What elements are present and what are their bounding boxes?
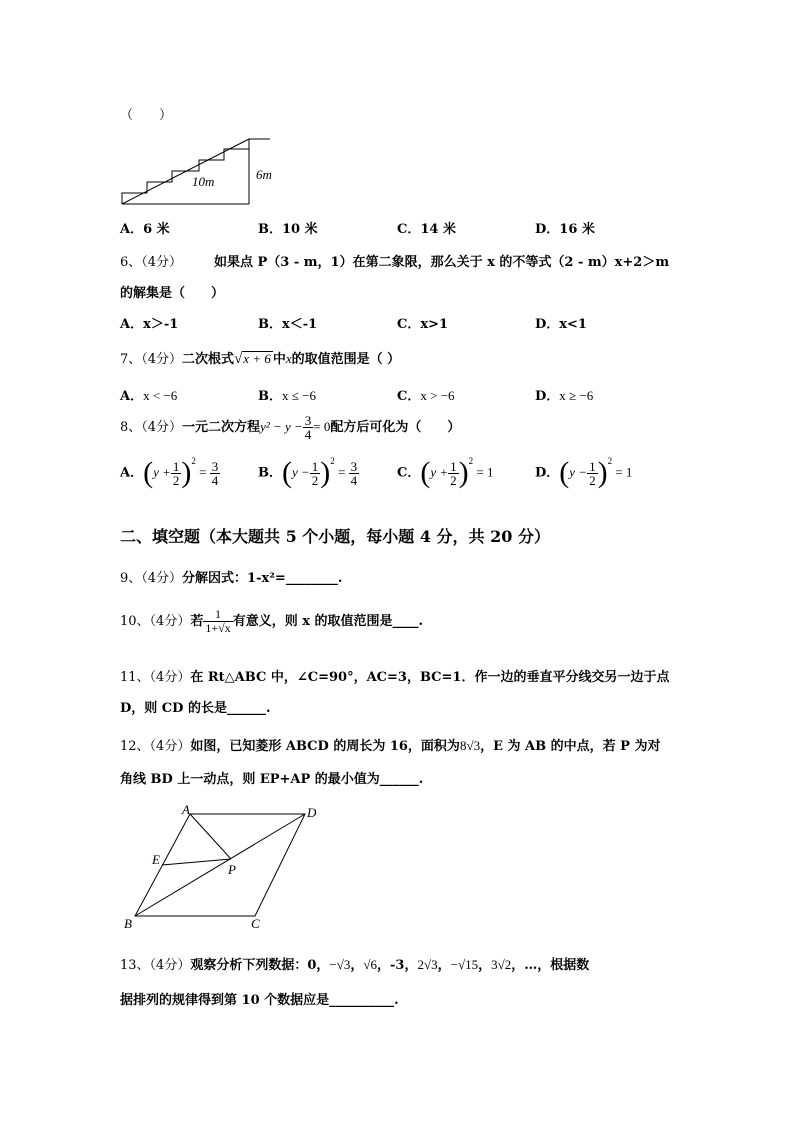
q13-seq-item: 2√3 (417, 957, 438, 972)
q7-option-b[interactable]: B．x ≤ −6 (258, 388, 316, 404)
label-b: B (124, 916, 132, 931)
label-e: E (152, 852, 160, 867)
q6-option-c[interactable]: C．x>1 (397, 317, 449, 332)
staircase-hypotenuse (122, 139, 249, 204)
q12-area: 8√3 (459, 738, 481, 753)
q7-prefix: 7、（4分） (120, 352, 183, 367)
q5-option-a[interactable]: A．6 米 (120, 222, 170, 237)
q6-option-a[interactable]: A．x＞-1 (120, 317, 179, 332)
q8-option-d[interactable]: D．(y − $\frac{1}{2}$ )$^2$ = 1 (535, 456, 633, 489)
q5-answer-paren: （ ） (120, 108, 173, 123)
q8-option-a[interactable]: A．(y + $\frac{1}{2}$ )$^2$ = $\frac{3}{4}$ (120, 456, 219, 489)
label-d: D (307, 805, 317, 820)
q13-seq-item: √6 (363, 957, 377, 972)
q7-option-d[interactable]: D．x ≥ −6 (535, 388, 594, 404)
q9-prefix: 9、（4分） (120, 571, 183, 586)
q12-prefix: 12、（4分） (120, 739, 191, 754)
q8-line (120, 414, 460, 441)
segment-ap (190, 814, 231, 859)
label-c: C (251, 916, 260, 931)
q8-option-b[interactable]: B．(y − $\frac{1}{2}$ )$^2$ = $\frac{3}{4}$ (258, 456, 358, 489)
q7-radicand: x + 6 (243, 351, 271, 366)
q9-line (120, 567, 342, 586)
staircase-height-label: 6m (256, 167, 272, 182)
q7-option-a[interactable]: A．x < −6 (120, 388, 178, 404)
q6-line2: 的解集是（ ） (120, 286, 225, 301)
q5-option-d[interactable]: D．16 米 (535, 222, 595, 237)
q7-var: x (285, 351, 292, 366)
q8-eq-right: = 0 (313, 419, 331, 434)
q10-fraction: $\frac{1}{1+√x}$ (205, 607, 231, 635)
q7-line: 7、（4分）二次根式√x + 6 中x的取值范围是（ ） (120, 351, 401, 367)
q12-line1: 12、（4分）如图，已知菱形 ABCD 的周长为 16，面积为8√3，E 为 AB 的中点，若 P 为对 (120, 738, 661, 754)
q13-seq-item: −√3 (329, 957, 351, 972)
label-p: P (228, 862, 236, 877)
section-2-heading: 二、填空题（本大题共 5 个小题，每小题 4 分，共 20 分） (120, 527, 550, 546)
q7-text-c: 的取值范围是（ ） (291, 352, 401, 367)
q6-option-b[interactable]: B．x＜-1 (258, 317, 318, 332)
q9-text: 分解因式：1-x²=________. (182, 571, 343, 586)
q8-prefix: 8、（4分） (120, 420, 183, 435)
q13-prefix: 13、（4分） (120, 958, 191, 973)
q8-option-c[interactable]: C．(y + $\frac{1}{2}$ )$^2$ = 1 (397, 456, 494, 489)
q7-text-a: 二次根式 (182, 352, 235, 367)
q8-eq-fraction: $\frac{3}{4}$ (304, 413, 312, 442)
q11-line1: 11、（4分）在 Rt△ABC 中，∠C=90°，AC=3，BC=1．作一边的垂直平分线交另一边于点 (120, 670, 670, 685)
label-a: A (182, 802, 190, 817)
q8-text-b: 配方后可化为（ ） (330, 420, 461, 435)
q10-text-a: 若 (190, 614, 204, 629)
q13-seq-item: −√15 (450, 957, 479, 972)
rhombus-figure (120, 802, 330, 932)
q6-option-d[interactable]: D．x<1 (535, 317, 587, 332)
q10-prefix: 10、（4分） (120, 614, 191, 629)
q6-line1: 如果点 P（3 - m，1）在第二象限，那么关于 x 的不等式（2 - m）x+2＞m (214, 255, 670, 270)
q7-text-b: 中 (272, 352, 286, 367)
q13-seq-item: -3 (390, 958, 405, 973)
q8-text-a: 一元二次方程 (182, 420, 261, 435)
q13-line1: 13、（4分）观察分析下列数据：0，−√3，√6，-3，2√3，−√15，3√2，…，根据数 (120, 957, 590, 973)
q10-text-b: 有意义，则 x 的取值范围是____. (232, 614, 424, 629)
staircase-steps (122, 139, 270, 204)
q7-option-c[interactable]: C．x > −6 (397, 388, 455, 404)
staircase-figure (118, 135, 288, 215)
q10-line (120, 608, 423, 635)
q5-option-b[interactable]: B．10 米 (258, 222, 318, 237)
staircase-diag-label: 10m (192, 174, 215, 189)
q12-line2: 角线 BD 上一动点，则 EP+AP 的最小值为______. (120, 772, 424, 787)
q13-seq-item: 3√2 (491, 957, 512, 972)
q6-prefix: 6、（4分） (120, 255, 183, 270)
q8-eq-left: y² − y − (260, 419, 303, 434)
q11-line2: D，则 CD 的长是______. (120, 701, 271, 716)
q11-prefix: 11、（4分） (120, 670, 191, 685)
q5-option-c[interactable]: C．14 米 (397, 222, 456, 237)
q13-line2: 据排列的规律得到第 10 个数据应是__________. (120, 993, 399, 1008)
